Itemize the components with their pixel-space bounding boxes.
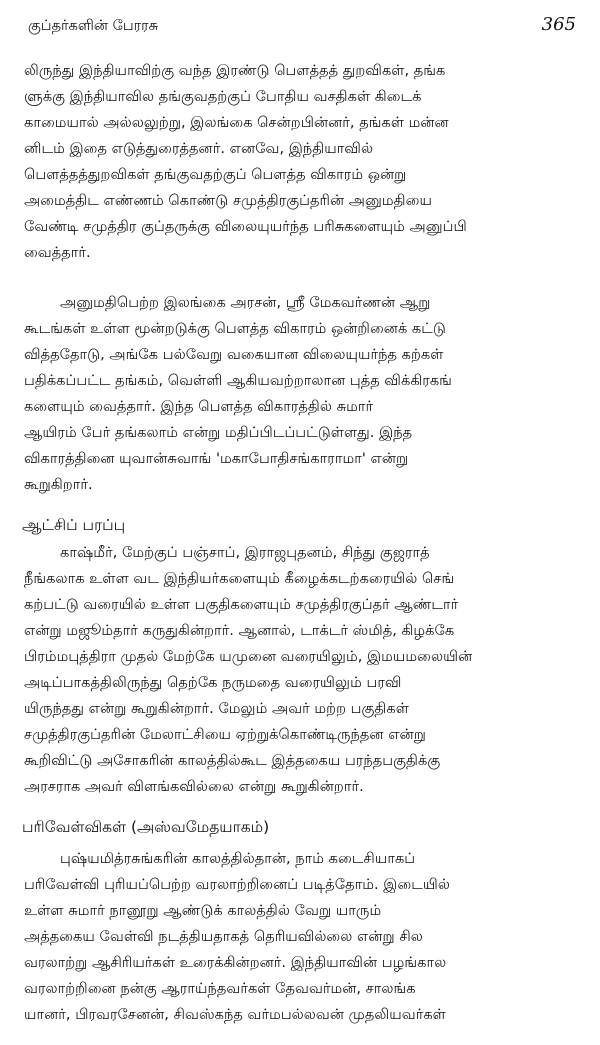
text-line: அத்தகைய வேள்வி நடத்தியதாகத் தெரியவில்லை என்று சில — [24, 928, 423, 945]
text-line: யிருந்தது என்று கூறுகின்றார். மேலும் அவர் மற்ற பகுதிகள் — [24, 700, 409, 717]
text-line: காஷ்மீர், மேற்குப் பஞ்சாப், இராஜபுதனம், சிந்து குஜராத் — [60, 544, 430, 561]
text-line: அமைத்திட எண்ணம் கொண்டு சமுத்திரகுப்தரின் அனுமதியை — [24, 192, 432, 209]
text-line: பரிவேள்வி புரியப்பெற்ற வரலாற்றினைப் படித்தோம். இடையில் — [24, 876, 450, 893]
page-header — [28, 14, 576, 40]
text-line: பிரம்மபுத்திரா முதல் மேற்கே யமுனை வரையிலும், இமயமலையின் — [24, 648, 473, 665]
text-line: கூறிவிட்டு அசோகரின் காலத்தில்கூட இத்தகைய பரந்தபகுதிக்கு — [24, 752, 441, 769]
page-number: 365 — [541, 14, 576, 35]
text-line: பௌத்தத்துறவிகள் தங்குவதற்குப் பௌத்த விகாரம் ஒன்று — [24, 166, 407, 183]
text-line: உள்ள சுமார் நானூறு ஆண்டுக் காலத்தில் வேறு யாரும் — [24, 902, 382, 919]
text-line: நீங்கலாக உள்ள வட இந்தியர்களையும் கீழைக்கடற்கரையில் செங் — [24, 570, 455, 587]
text-line: அடிப்பாகத்திலிருந்து தெற்கே நருமதை வரையிலும் பரவி — [24, 674, 402, 691]
running-title: குப்தர்களின் பேரரசு — [28, 18, 159, 34]
text-line: விகாரத்தினை யுவான்சுவாங் 'மகாபோதிசங்காராமா' என்று — [24, 450, 409, 467]
text-line: காமையால் அல்லலுற்று, இலங்கை சென்றபின்னர், தங்கள் மன்ன — [24, 114, 449, 131]
text-line: பதிக்கப்பட்ட தங்கம், வெள்ளி ஆகியவற்றாலான புத்த விக்கிரகங் — [24, 372, 452, 389]
text-line: ஆயிரம் பேர் தங்கலாம் என்று மதிப்பிடப்பட்டுள்ளது. இந்த — [24, 424, 413, 441]
section-heading: ஆட்சிப் பரப்பு — [22, 516, 126, 534]
text-line: களையும் வைத்தார். இந்த பௌத்த விகாரத்தில் சுமார் — [24, 398, 374, 415]
text-line: ளுக்கு இந்தியாவில தங்குவதற்குப் போதிய வசதிகள் கிடைக் — [24, 88, 422, 105]
text-line: வரலாற்று ஆசிரியர்கள் உரைக்கின்றனர். இந்தியாவின் பழங்கால — [24, 954, 447, 971]
text-line: வேண்டி சமுத்திர குப்தருக்கு விலையுயர்ந்த பரிசுகளையும் அனுப்பி — [24, 218, 467, 235]
text-line: சமுத்திரகுப்தரின் மேலாட்சியை ஏற்றுக்கொண்டிருந்தன என்று — [24, 726, 426, 743]
section-heading: பரிவேள்விகள் (அஸ்வமேதயாகம்) — [22, 818, 270, 836]
text-line: வைத்தார். — [24, 244, 91, 261]
text-line: னிடம் இதை எடுத்துரைத்தனர். எனவே, இந்தியாவில் — [24, 140, 374, 157]
text-line: வித்ததோடு, அங்கே பல்வேறு வகையான விலையுயர்ந்த கற்கள் — [24, 346, 444, 363]
text-line: அனுமதிபெற்ற இலங்கை அரசன், ஸ்ரீ மேகவர்ணன் ஆறு — [60, 294, 431, 311]
text-line: என்று மஜூம்தார் கருதுகின்றார். ஆனால், டாக்டர் ஸ்மித், கிழக்கே — [24, 622, 455, 639]
text-line: கற்பட்டு வரையில் உள்ள பகுதிகளையும் சமுத்திரகுப்தர் ஆண்டார் — [24, 596, 459, 613]
text-line: யானர், பிரவரசேனன், சிவஸ்கந்த வர்மபல்லவன் முதலியவர்கள் — [24, 1006, 446, 1023]
text-line: கூடங்கள் உள்ள மூன்றடுக்கு பௌத்த விகாரம் ஒன்றினைக் கட்டு — [24, 320, 446, 337]
text-line: லிருந்து இந்தியாவிற்கு வந்த இரண்டு பௌத்தத் துறவிகள், தங்க — [24, 62, 446, 79]
text-line: அரசராக அவர் விளங்கவில்லை என்று கூறுகின்றார். — [24, 778, 364, 795]
text-line: கூறுகிறார். — [24, 476, 93, 493]
text-line: புஷ்யமித்ரசுங்கரின் காலத்தில்தான், நாம் கடைசியாகப் — [60, 850, 416, 867]
text-line: வரலாற்றினை நன்கு ஆராய்ந்தவர்கள் தேவவர்மன், சாலங்க — [24, 980, 416, 997]
